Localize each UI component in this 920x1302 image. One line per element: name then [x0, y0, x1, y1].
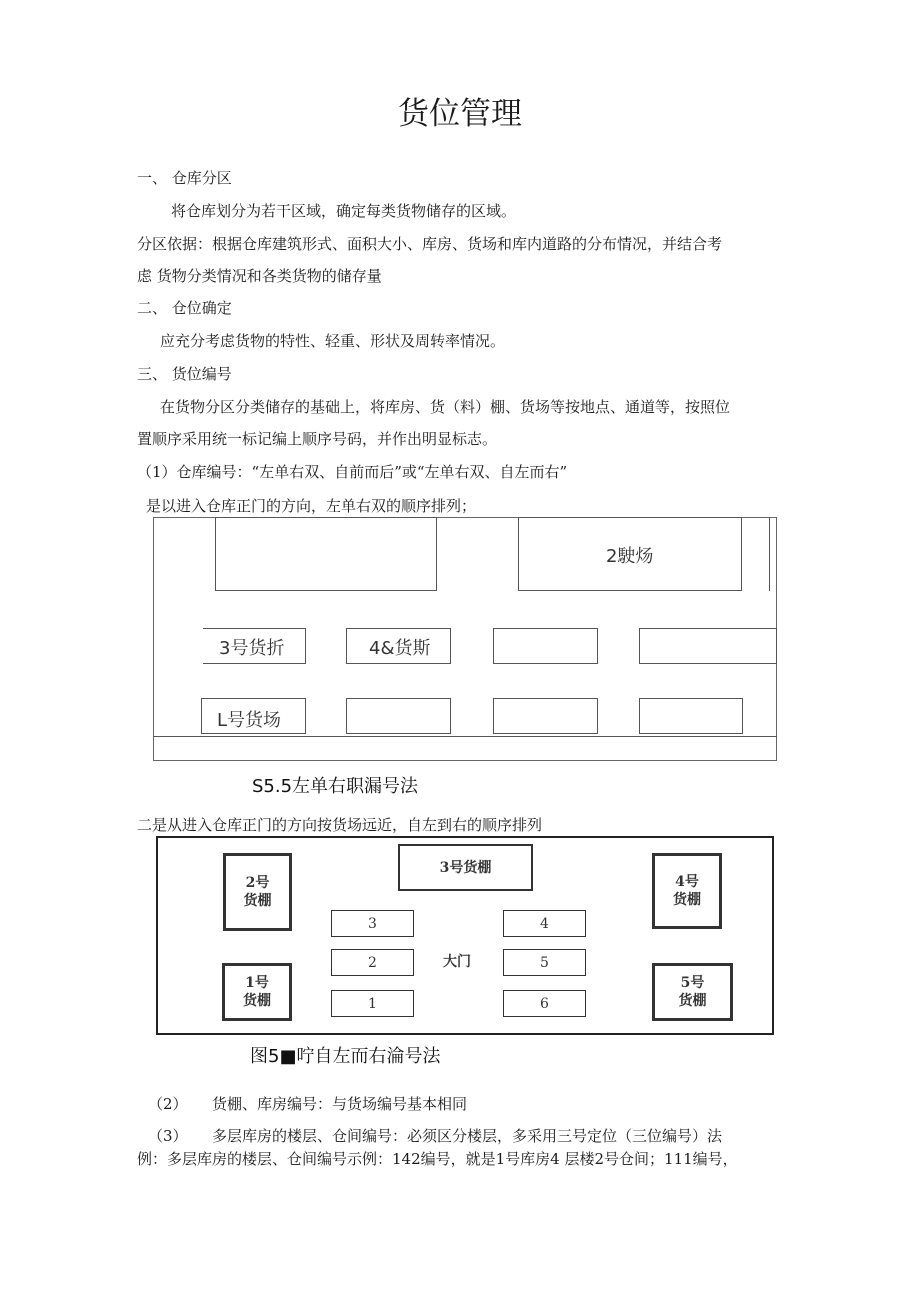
- section-1-paragraph: 将仓库划分为若干区域，确定每类货物储存的区域。: [171, 202, 517, 220]
- figure-1-caption: S5.5左单右职漏号法: [252, 776, 419, 797]
- storage-area-top-left: [215, 517, 437, 591]
- shelf-6: [493, 628, 598, 664]
- shed-4-line-2: 货棚: [673, 892, 701, 908]
- method-two-text: 二是从进入仓库正门的方向按货场远近，自左到右的顺序排列: [137, 816, 543, 834]
- shed-1-line-1: 1号: [245, 975, 269, 991]
- label-shelf-3: 3号货折: [219, 638, 285, 659]
- label-2-yard: 2駛炀: [606, 546, 654, 567]
- item-3-line-2: 例：多层库房的楼层、仓间编号示例：142编号，就是1号库房4 层楼2号仓间；111编号，: [137, 1150, 738, 1168]
- item-3-text: 多层库房的楼层、仓间编号：必须区分楼层，多采用三号定位（三位编号）法: [212, 1127, 723, 1145]
- slot-3-label: 3: [368, 915, 377, 932]
- label-shelf-4: 4&货斯: [369, 638, 431, 659]
- shed-4-line-1: 4号: [675, 874, 699, 890]
- yard-5: [493, 698, 598, 734]
- slot-4: [503, 910, 586, 937]
- slot-1-label: 1: [368, 995, 377, 1012]
- road-divider: [153, 736, 777, 737]
- shed-1: [222, 963, 292, 1021]
- item-2-text: 货棚、库房编号：与货场编号基本相同: [212, 1095, 468, 1113]
- yard-3: [346, 698, 451, 734]
- section-2-heading: 二、 仓位确定: [137, 299, 232, 317]
- shed-3: [398, 844, 533, 891]
- shed-2-line-1: 2号: [245, 875, 270, 891]
- item-3-number: （3）: [148, 1127, 188, 1145]
- slot-2: [331, 949, 414, 976]
- main-gate-label: 大门: [443, 954, 471, 970]
- section-3-paragraph-line-1: 在货物分区分类储存的基础上，将库房、货（料）棚、货场等按地点、通道等，按照位: [160, 398, 731, 416]
- item-2-number: （2）: [148, 1095, 188, 1113]
- item-1-line-1: （1）仓库编号：“左单右双、自前而后”或“左单右双、自左而右”: [137, 463, 568, 481]
- section-3-paragraph-line-2: 置顺序采用统一标记编上顺序号码，并作出明显标志。: [137, 430, 498, 448]
- slot-1: [331, 990, 414, 1017]
- yard-7: [639, 698, 743, 734]
- shelf-8: [639, 628, 777, 664]
- shed-4: [652, 853, 722, 929]
- section-2-paragraph: 应充分考虑货物的特性、轻重、形状及周转率情况。: [160, 332, 506, 350]
- slot-4-label: 4: [540, 915, 549, 932]
- right-wall-segment: [769, 517, 770, 591]
- slot-6: [503, 990, 586, 1017]
- slot-5: [503, 949, 586, 976]
- shed-3-label: 3号货棚: [439, 859, 492, 876]
- section-3-heading: 三、 货位编号: [137, 365, 232, 383]
- item-1-line-2: 是以进入仓库正门的方向，左单右双的顺序排列；: [146, 497, 477, 515]
- page-title: 货位管理: [398, 96, 522, 132]
- label-yard-1: L号货场: [217, 710, 282, 731]
- shed-5: [652, 963, 733, 1021]
- slot-6-label: 6: [540, 995, 549, 1012]
- zoning-basis-line-2: 虑 货物分类情况和各类货物的储存量: [137, 267, 382, 285]
- section-1-heading: 一、 仓库分区: [137, 169, 232, 187]
- slot-2-label: 2: [368, 954, 377, 971]
- shed-2: [223, 853, 292, 931]
- slot-3: [331, 910, 414, 937]
- shed-2-line-2: 货棚: [243, 893, 272, 909]
- zoning-basis-line-1: 分区依据：根据仓库建筑形式、面积大小、库房、货场和库内道路的分布情况，并结合考: [137, 235, 723, 253]
- shed-5-line-1: 5号: [680, 975, 705, 991]
- shed-1-line-2: 货棚: [243, 993, 271, 1009]
- figure-2-caption: 图5■咛自左而右淪号法: [250, 1046, 441, 1067]
- slot-5-label: 5: [540, 954, 549, 971]
- shed-5-line-2: 货棚: [678, 993, 707, 1009]
